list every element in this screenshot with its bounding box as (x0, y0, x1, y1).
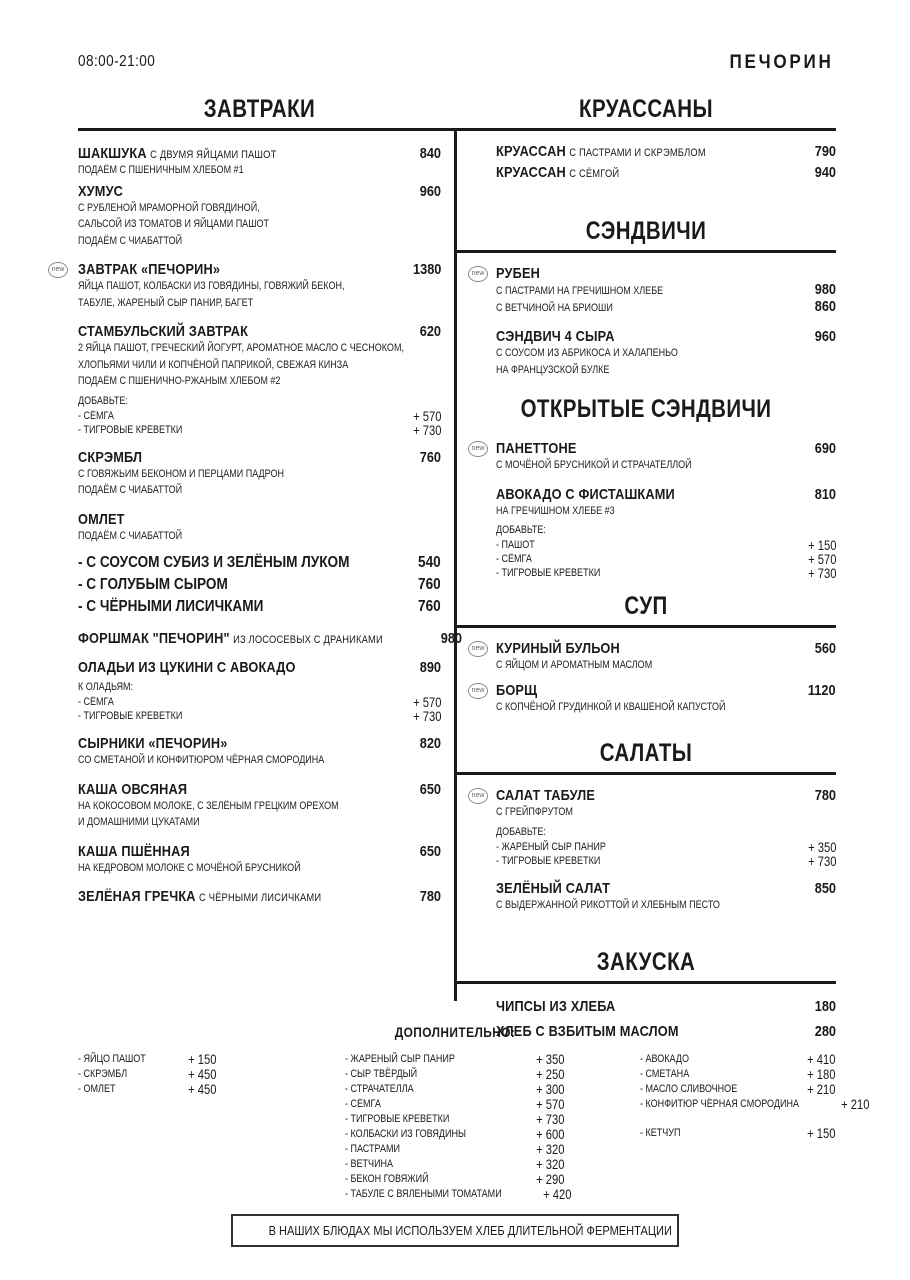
item-name (78, 145, 276, 162)
addon-item (496, 840, 836, 854)
item-price: 780 (419, 888, 441, 905)
item-inline-desc: С ДВУМЯ ЯЙЦАМИ ПАШОТ (150, 149, 277, 161)
item-header (78, 511, 441, 528)
addon-title: ДОБАВЬТЕ: (496, 524, 546, 536)
item-description: НА КЕДРОВОМ МОЛОКЕ С МОЧЁНОЙ БРУСНИКОЙ (78, 861, 301, 874)
addon-label: - СЁМГА (496, 553, 532, 565)
addon-price: + 730 (412, 421, 441, 438)
extra-item (640, 1067, 835, 1082)
item-price: 560 (814, 640, 836, 657)
extra-price: + 290 (535, 1171, 564, 1187)
variant-price: 760 (418, 576, 441, 593)
item-name-text: ФОРШМАК "ПЕЧОРИН" (78, 630, 230, 647)
item-variants (78, 552, 441, 618)
item-inline-desc: С ЧЁРНЫМИ ЛИСИЧКАМИ (199, 892, 322, 904)
section-otkrytye-sendvichi (456, 390, 836, 587)
variant-label: - С СОУСОМ СУБИЗ И ЗЕЛЁНЫМ ЛУКОМ (78, 554, 350, 571)
item-price: 1380 (412, 261, 441, 278)
menu-item (78, 843, 441, 877)
section-zavtraki (51, 90, 462, 905)
item-name-text: ШАКШУКА (78, 145, 147, 162)
section-rule (78, 128, 455, 131)
item-name (78, 449, 142, 466)
addon-price: + 730 (807, 565, 836, 581)
extra-price: + 450 (187, 1066, 216, 1082)
item-description: С ВЫДЕРЖАННОЙ РИКОТТОЙ И ХЛЕБНЫМ ПЕСТО (496, 898, 720, 911)
item-name-text: ОЛАДЬИ ИЗ ЦУКИНИ С АВОКАДО (78, 659, 296, 676)
extra-label: - СТРАЧАТЕЛЛА (345, 1083, 414, 1095)
item-price: 780 (814, 787, 836, 804)
extra-item (345, 1067, 564, 1082)
item-description: САЛЬСОЙ ИЗ ТОМАТОВ И ЯЙЦАМИ ПАШОТ (78, 218, 269, 230)
item-header (78, 449, 441, 466)
item-description: НА ФРАНЦУЗСКОЙ БУЛКЕ (496, 363, 610, 376)
item-name-text: БОРЩ (496, 681, 538, 699)
extra-label: - КОЛБАСКИ ИЗ ГОВЯДИНЫ (345, 1128, 466, 1140)
section-title: СУП (624, 592, 668, 620)
addon-item (496, 552, 836, 566)
item-name-text: САЛАТ ТАБУЛЕ (496, 787, 596, 804)
item-header (496, 682, 836, 699)
variant-price: 760 (418, 598, 441, 615)
item-name (78, 659, 296, 676)
extra-item (78, 1067, 216, 1082)
extra-price: + 450 (187, 1081, 216, 1097)
addon-title: К ОЛАДЬЯМ: (78, 681, 134, 693)
variant-price: 860 (814, 298, 836, 315)
addon-title: ДОБАВЬТЕ: (496, 825, 546, 838)
addon-label: - ТИГРОВЫЕ КРЕВЕТКИ (78, 710, 183, 722)
item-description: С РУБЛЕНОЙ МРАМОРНОЙ ГОВЯДИНОЙ, (78, 201, 260, 214)
item-variant (78, 552, 441, 574)
section-rule (456, 981, 836, 984)
item-name (78, 888, 321, 905)
menu-item (496, 328, 836, 378)
item-inline-desc: С ПАСТРАМИ И СКРЭМБЛОМ (569, 147, 706, 159)
extra-item (345, 1172, 564, 1187)
item-name (496, 880, 610, 897)
item-price: 850 (814, 879, 836, 897)
variant-price: 980 (814, 281, 836, 298)
item-header (496, 440, 836, 457)
item-header (78, 888, 441, 905)
item-name (78, 735, 228, 752)
item-header (496, 787, 836, 804)
variant-price: 540 (418, 554, 441, 571)
extra-label: - СЁМГА (345, 1098, 381, 1110)
extra-item (345, 1052, 564, 1067)
addon-label: - ТИГРОВЫЕ КРЕВЕТКИ (496, 854, 601, 867)
variant-label: С ВЕТЧИНОЙ НА БРИОШИ (496, 302, 613, 314)
item-price: 760 (419, 448, 441, 466)
new-badge-icon: new (468, 266, 488, 282)
item-name (496, 265, 540, 282)
menu-item (471, 787, 836, 869)
extra-price: + 600 (535, 1126, 564, 1142)
item-name-text: КУРИНЫЙ БУЛЬОН (496, 640, 620, 657)
item-description: ЯЙЦА ПАШОТ, КОЛБАСКИ ИЗ ГОВЯДИНЫ, ГОВЯЖИЙ БЕКОН, (78, 280, 345, 292)
extra-price: + 210 (840, 1096, 870, 1112)
extra-label: - АВОКАДО (640, 1053, 689, 1065)
item-name (78, 843, 190, 860)
extras-column-3 (640, 1051, 870, 1141)
menu-item (496, 164, 836, 181)
extra-item (345, 1127, 564, 1142)
extra-label: - ТИГРОВЫЕ КРЕВЕТКИ (345, 1113, 450, 1125)
item-header (78, 323, 441, 340)
extra-price: + 300 (535, 1081, 564, 1097)
item-description: ПОДАЁМ С ЧИАБАТТОЙ (78, 529, 183, 542)
addon-price: + 570 (412, 407, 441, 424)
item-price: 280 (814, 1023, 836, 1040)
item-price: 960 (419, 182, 441, 200)
menu-item (496, 880, 836, 914)
menu-item (471, 440, 836, 474)
brand-logo: ПЕЧОРИН (730, 52, 834, 73)
item-name-text: ОМЛЕТ (78, 510, 125, 528)
section-title: ЗАВТРАКИ (203, 95, 316, 123)
extra-label: - БЕКОН ГОВЯЖИЙ (345, 1173, 429, 1185)
item-header (496, 164, 836, 181)
item-description: ПОДАЁМ С ПШЕНИЧНЫМ ХЛЕБОМ #1 (78, 164, 244, 176)
item-variant (496, 282, 836, 299)
item-name-text: СКРЭМБЛ (78, 448, 143, 466)
item-description: С СОУСОМ ИЗ АБРИКОСА И ХАЛАПЕНЬО (496, 347, 678, 359)
item-header (78, 145, 441, 162)
addon-price: + 570 (412, 694, 441, 710)
extras-column-2 (345, 1051, 572, 1202)
menu-item (471, 265, 836, 316)
new-badge-icon: new (468, 788, 488, 804)
item-name (78, 183, 123, 200)
addon-item (496, 566, 836, 580)
item-name-text: ЗЕЛЁНЫЙ САЛАТ (496, 879, 611, 897)
item-description: ПОДАЁМ С ПШЕНИЧНО-РЖАНЫМ ХЛЕБОМ #2 (78, 375, 281, 387)
section-sendvichi (456, 212, 836, 392)
item-name (496, 682, 537, 699)
item-name (78, 781, 187, 798)
item-name (496, 164, 619, 181)
item-price: 890 (419, 659, 441, 676)
extra-item (640, 1082, 835, 1097)
extra-price: + 150 (187, 1051, 216, 1067)
extra-price: + 410 (806, 1051, 835, 1067)
addon-label: - ПАШОТ (496, 539, 535, 551)
addon-item (78, 709, 441, 723)
extra-price: + 150 (806, 1125, 835, 1141)
item-description: С КОПЧЁНОЙ ГРУДИНКОЙ И КВАШЕНОЙ КАПУСТОЙ (496, 700, 726, 713)
item-name-text: ХЛЕБ С ВЗБИТЫМ МАСЛОМ (496, 1023, 679, 1040)
item-name (496, 787, 595, 804)
item-price: 180 (814, 998, 836, 1015)
item-name-text: ЗЕЛЁНАЯ ГРЕЧКА (78, 888, 196, 905)
item-name-text: КРУАССАН (496, 164, 566, 181)
section-title: СЭНДВИЧИ (585, 217, 707, 245)
addon-price: + 730 (412, 708, 441, 724)
section-body (456, 640, 836, 734)
menu-item (78, 888, 441, 905)
item-name-text: РУБЕН (496, 265, 541, 282)
extra-label: - СКРЭМБЛ (78, 1068, 128, 1080)
item-header (78, 183, 441, 200)
item-header (78, 261, 441, 278)
item-price: 650 (419, 780, 441, 798)
extra-label: - ВЕТЧИНА (345, 1158, 394, 1170)
extra-item (78, 1082, 216, 1097)
footer-note (231, 1214, 679, 1247)
item-header (496, 998, 836, 1015)
item-header (496, 143, 836, 160)
addon-price: + 350 (807, 838, 836, 855)
menu-item (78, 323, 441, 437)
footer-note-text: В НАШИХ БЛЮДАХ МЫ ИСПОЛЬЗУЕМ ХЛЕБ ДЛИТЕЛЬНОЙ ФЕРМЕНТАЦИИ (268, 1223, 672, 1238)
extra-label: - КОНФИТЮР ЧЁРНАЯ СМОРОДИНА (640, 1098, 799, 1110)
section-body (51, 145, 462, 905)
menu-item (78, 781, 441, 831)
addon-label: - СЁМГА (78, 409, 114, 422)
item-price: 840 (419, 145, 441, 162)
menu-item (78, 449, 441, 499)
extra-label: - ЖАРЕНЫЙ СЫР ПАНИР (345, 1053, 455, 1065)
extra-label: - ЯЙЦО ПАШОТ (78, 1053, 146, 1065)
item-header (78, 735, 441, 752)
item-header (496, 880, 836, 897)
section-sup (456, 587, 836, 734)
addon-label: - ТИГРОВЫЕ КРЕВЕТКИ (496, 567, 601, 579)
section-rule (456, 250, 836, 253)
item-name (496, 998, 615, 1015)
extra-item (345, 1097, 564, 1112)
item-name (496, 640, 620, 657)
menu-item (471, 681, 836, 716)
item-header (78, 781, 441, 798)
addon-item (496, 854, 836, 868)
menu-item (51, 261, 441, 311)
menu-item (78, 183, 441, 250)
item-description: ХЛОПЬЯМИ ЧИЛИ И КОПЧЁНОЙ ПАПРИКОЙ, СВЕЖАЯ КИНЗА (78, 358, 349, 371)
item-description: НА ГРЕЧИШНОМ ХЛЕБЕ #3 (496, 504, 615, 517)
item-variant (78, 574, 441, 596)
menu-item (496, 998, 836, 1015)
item-description: ТАБУЛЕ, ЖАРЕНЫЙ СЫР ПАНИР, БАГЕТ (78, 296, 254, 309)
item-header (78, 843, 441, 860)
extra-item (345, 1186, 572, 1202)
item-inline-desc: ИЗ ЛОСОСЕВЫХ С ДРАНИКАМИ (233, 634, 383, 646)
item-name-text: КРУАССАН (496, 143, 566, 160)
addon-label: - СЁМГА (78, 696, 114, 708)
item-name (78, 261, 220, 278)
addon-price: + 150 (807, 537, 836, 553)
item-description: ПОДАЁМ С ЧИАБАТТОЙ (78, 234, 183, 247)
item-description: И ДОМАШНИМИ ЦУКАТАМИ (78, 816, 200, 828)
menu-item (471, 640, 836, 674)
item-description: С ГРЕЙПФРУТОМ (496, 806, 573, 818)
item-header (496, 640, 836, 657)
item-name (496, 486, 675, 503)
new-badge-icon: new (48, 262, 68, 278)
item-price: 820 (419, 735, 441, 752)
extra-label: - СЫР ТВЁРДЫЙ (345, 1068, 418, 1080)
spacer (640, 1112, 835, 1126)
item-header (496, 328, 836, 345)
item-description: С ЯЙЦОМ И АРОМАТНЫМ МАСЛОМ (496, 659, 653, 671)
item-name (496, 328, 615, 345)
item-price: 810 (814, 485, 836, 503)
item-price: 1120 (808, 681, 836, 699)
item-description: НА КОКОСОВОМ МОЛОКЕ, С ЗЕЛЁНЫМ ГРЕЦКИМ ОРЕХОМ (78, 799, 339, 812)
section-rule (456, 772, 836, 775)
menu-item (78, 145, 441, 179)
item-price: 790 (814, 143, 836, 160)
variant-label: - С ЧЁРНЫМИ ЛИСИЧКАМИ (78, 598, 264, 615)
extra-item (640, 1126, 835, 1141)
item-name (78, 630, 383, 647)
section-body (456, 440, 836, 587)
item-description: С ГОВЯЖЬИМ БЕКОНОМ И ПЕРЦАМИ ПАДРОН (78, 467, 285, 480)
new-badge-icon: new (468, 683, 488, 699)
addon-label: - ЖАРЕНЫЙ СЫР ПАНИР (496, 840, 606, 853)
extra-label: - ПАСТРАМИ (345, 1143, 400, 1155)
section-title: ЗАКУСКА (596, 948, 696, 976)
item-name (496, 143, 706, 160)
item-name-text: СЭНДВИЧ 4 СЫРА (496, 328, 615, 345)
addon-title: ДОБАВЬТЕ: (78, 394, 128, 407)
item-name-text: ПАНЕТТОНЕ (496, 440, 577, 457)
item-name-text: ЗАВТРАК «ПЕЧОРИН» (78, 261, 221, 278)
extras-list (640, 1051, 870, 1112)
section-rule (456, 128, 836, 131)
extra-item (345, 1082, 564, 1097)
item-price: 940 (814, 164, 836, 181)
addon-item (78, 409, 441, 423)
section-title: ОТКРЫТЫЕ СЭНДВИЧИ (520, 395, 772, 423)
extra-price: + 570 (535, 1096, 564, 1112)
extra-item (345, 1157, 564, 1172)
extra-item (640, 1096, 870, 1112)
item-name (496, 440, 577, 457)
item-name-text: КАША ПШЁННАЯ (78, 842, 190, 860)
item-description: ПОДАЁМ С ЧИАБАТТОЙ (78, 484, 183, 496)
extra-label: - МАСЛО СЛИВОЧНОЕ (640, 1083, 738, 1095)
extra-label: - СМЕТАНА (640, 1068, 690, 1080)
extra-label: - ОМЛЕТ (78, 1083, 116, 1095)
item-name (78, 511, 125, 528)
addon-price: + 730 (807, 852, 836, 869)
right-column (456, 90, 836, 1040)
item-price: 960 (814, 328, 836, 345)
extra-label: - КЕТЧУП (640, 1127, 681, 1139)
extra-price: + 210 (806, 1081, 835, 1097)
item-price: 620 (419, 323, 441, 340)
extra-price: + 320 (535, 1156, 564, 1172)
section-title: САЛАТЫ (599, 739, 693, 767)
opening-hours: 08:00-21:00 (78, 53, 156, 70)
section-body (456, 143, 836, 212)
extras-title: ДОПОЛНИТЕЛЬНО: (394, 1024, 516, 1040)
menu-item (496, 143, 836, 160)
section-salaty (456, 734, 836, 943)
addon-item (496, 538, 836, 552)
item-variant (78, 596, 441, 618)
item-inline-desc: С СЁМГОЙ (569, 168, 620, 180)
item-variant (496, 299, 836, 316)
menu-item (78, 511, 441, 619)
extra-price: + 730 (535, 1111, 564, 1127)
addon-item (78, 423, 441, 437)
extra-item (640, 1052, 835, 1067)
item-price: 980 (440, 630, 462, 647)
addon-label: - ТИГРОВЫЕ КРЕВЕТКИ (78, 423, 183, 436)
item-name-text: ЧИПСЫ ИЗ ХЛЕБА (496, 998, 616, 1015)
extras-column-1 (78, 1052, 216, 1097)
menu-item (78, 630, 462, 647)
section-kruassany (456, 90, 836, 212)
extra-item (345, 1142, 564, 1157)
item-name-text: КАША ОВСЯНАЯ (78, 780, 188, 798)
item-name (78, 323, 248, 340)
menu-item (496, 486, 836, 581)
extra-price: + 180 (806, 1066, 835, 1082)
item-price: 690 (814, 440, 836, 457)
item-description: С МОЧЁНОЙ БРУСНИКОЙ И СТРАЧАТЕЛЛОЙ (496, 459, 692, 471)
item-header (496, 265, 836, 282)
addon-price: + 570 (807, 551, 836, 567)
variant-label: - С ГОЛУБЫМ СЫРОМ (78, 576, 228, 593)
section-rule (456, 625, 836, 628)
extra-price: + 350 (535, 1051, 564, 1067)
item-price: 650 (419, 842, 441, 860)
extra-item (345, 1112, 564, 1127)
section-body (456, 787, 836, 943)
item-name-text: ХУМУС (78, 182, 124, 200)
left-column (51, 90, 462, 905)
section-title: КРУАССАНЫ (579, 95, 713, 123)
menu-item (78, 735, 441, 769)
item-name-text: СЫРНИКИ «ПЕЧОРИН» (78, 735, 228, 752)
menu-item (78, 659, 441, 723)
item-description: 2 ЯЙЦА ПАШОТ, ГРЕЧЕСКИЙ ЙОГУРТ, АРОМАТНОЕ МАСЛО С ЧЕСНОКОМ, (78, 342, 404, 354)
item-name-text: АВОКАДО С ФИСТАШКАМИ (496, 485, 675, 503)
item-name-text: СТАМБУЛЬСКИЙ ЗАВТРАК (78, 323, 249, 340)
extra-price: + 250 (535, 1066, 564, 1082)
new-badge-icon: new (468, 441, 488, 457)
variant-label: С ПАСТРАМИ НА ГРЕЧИШНОМ ХЛЕБЕ (496, 285, 664, 297)
item-description: СО СМЕТАНОЙ И КОНФИТЮРОМ ЧЁРНАЯ СМОРОДИНА (78, 754, 325, 766)
section-body (456, 265, 836, 392)
item-header (78, 630, 462, 647)
extra-item (78, 1052, 216, 1067)
addon-item (78, 695, 441, 709)
new-badge-icon: new (468, 641, 488, 657)
extra-price: + 320 (535, 1141, 564, 1157)
extra-price: + 420 (543, 1186, 572, 1202)
item-header (78, 659, 441, 676)
extra-label: - ТАБУЛЕ С ВЯЛЕНЫМИ ТОМАТАМИ (345, 1188, 502, 1200)
item-header (496, 486, 836, 503)
